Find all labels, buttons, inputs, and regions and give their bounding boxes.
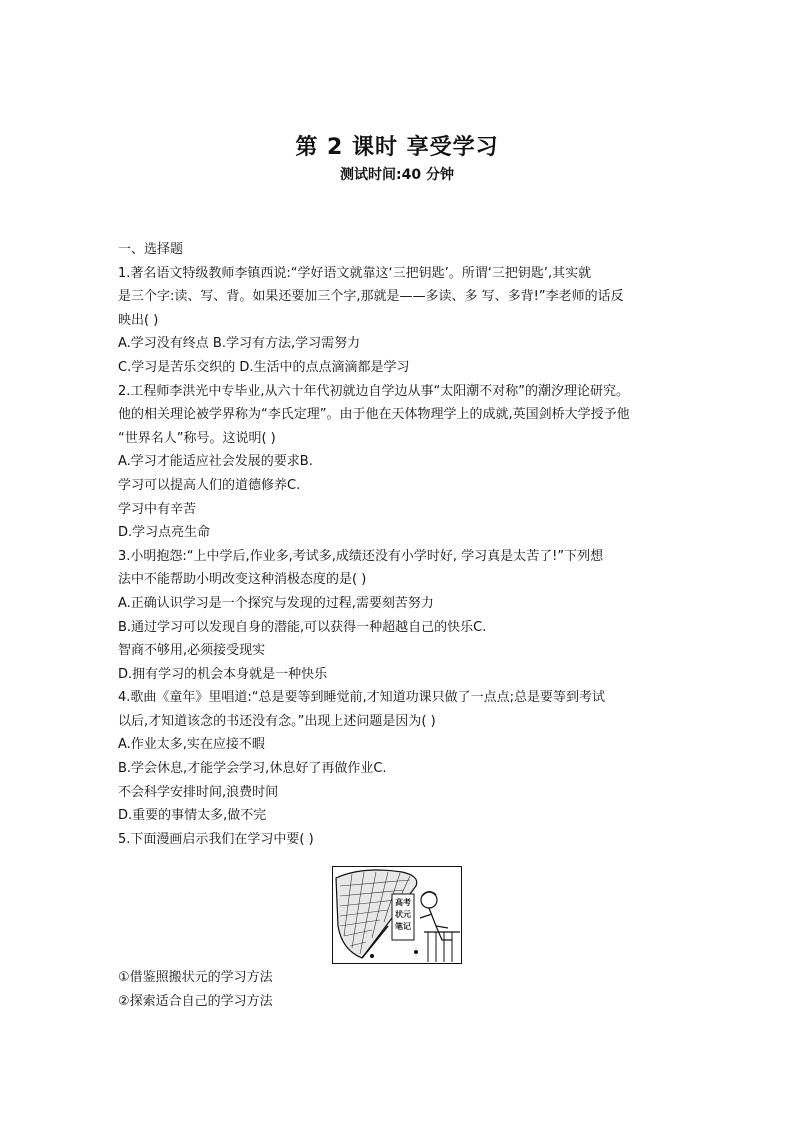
- statement-option: ②探索适合自己的学习方法: [118, 993, 273, 1009]
- question-line: 是三个字:读、写、背。如果还要加三个字,那就是——多读、多 写、多背!”李老师的话反: [118, 289, 624, 305]
- answer-option: D.重要的事情太多,做不完: [118, 808, 267, 824]
- lesson-title: 第 2 课时 享受学习: [295, 135, 499, 160]
- answer-option: 不会科学安排时间,浪费时间: [118, 784, 279, 800]
- answer-option: 智商不够用,必须接受现实: [118, 643, 266, 659]
- test-duration: 测试时间:40 分钟: [340, 167, 454, 183]
- question-line: 4.歌曲《童年》里唱道:“总是要等到睡觉前,才知道功课只做了一点点;总是要等到考试: [118, 690, 606, 706]
- answer-option: A.作业太多,实在应接不暇: [118, 737, 265, 753]
- answer-option: 学习中有辛苦: [118, 501, 197, 517]
- question-line: “世界名人”称号。这说明( ): [118, 430, 276, 446]
- svg-text:笔记: 笔记: [395, 922, 411, 931]
- statement-option: ①借鉴照搬状元的学习方法: [118, 970, 273, 985]
- answer-option: B.学会休息,才能学会学习,休息好了再做作业C.: [118, 761, 387, 777]
- answer-option: D.拥有学习的机会本身就是一种快乐: [118, 666, 328, 682]
- section-heading: 一、选择题: [118, 242, 184, 257]
- answer-option: D.学习点亮生命: [118, 525, 211, 541]
- question-line: 以后,才知道该念的书还没有念。”出现上述问题是因为( ): [118, 713, 436, 729]
- answer-option: B.通过学习可以发现自身的潜能,可以获得一种超越自己的快乐C.: [118, 619, 487, 635]
- question-content: [118, 238, 688, 851]
- question-line: 1.著名语文特级教师李镇西说:“学好语文就靠这‘三把钥匙’。所谓‘三把钥匙’,其实就: [118, 265, 592, 281]
- answer-option: A.学习才能适应社会发展的要求B.: [118, 454, 313, 470]
- answer-option: A.学习没有终点 B.学习有方法,学习需努力: [118, 336, 361, 352]
- question-line: 3.小明抱怨:“上中学后,作业多,考试多,成绩还没有小学时好, 学习真是太苦了!”下列想: [118, 548, 604, 564]
- svg-text:状元: 状元: [395, 910, 411, 919]
- question-line: 5.下面漫画启示我们在学习中要( ): [118, 831, 314, 847]
- question-line: 映出( ): [118, 312, 159, 328]
- svg-text:高考: 高考: [395, 898, 411, 907]
- cartoon-drawing: [332, 866, 462, 964]
- cartoon-illustration: [332, 866, 462, 964]
- answer-option: C.学习是苦乐交织的 D.生活中的点点滴滴都是学习: [118, 359, 410, 375]
- answer-option: 学习可以提高人们的道德修养C.: [118, 477, 301, 493]
- statement-options: [118, 966, 688, 1013]
- answer-option: A.正确认识学习是一个探究与发现的过程,需要刻苦努力: [118, 595, 434, 611]
- question-line: 法中不能帮助小明改变这种消极态度的是( ): [118, 572, 367, 588]
- question-line: 2.工程师李洪光中专毕业,从六十年代初就边自学边从事“太阳潮不对称”的潮汐理论研究。: [118, 383, 630, 399]
- question-line: 他的相关理论被学界称为“李氏定理”。由于他在天体物理学上的成就,英国剑桥大学授予他: [118, 407, 630, 423]
